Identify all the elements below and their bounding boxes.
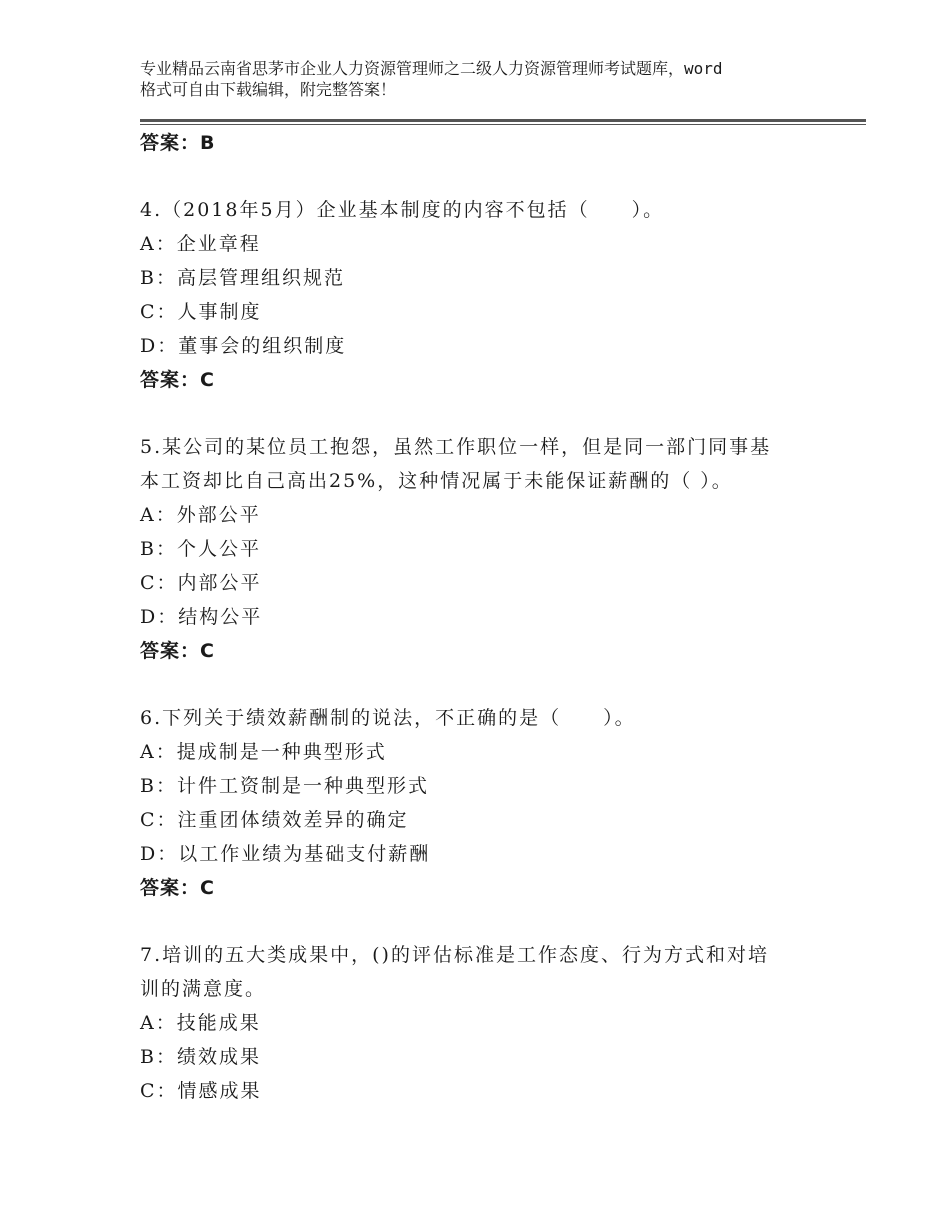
question-7-option-b: B：绩效成果	[140, 1046, 261, 1068]
question-5-answer: 答案：C	[140, 640, 215, 662]
question-4-option-b: B：高层管理组织规范	[140, 267, 345, 289]
question-6-option-b: B：计件工资制是一种典型形式	[140, 775, 429, 797]
question-6-option-d: D：以工作业绩为基础支付薪酬	[140, 843, 431, 865]
document-header	[140, 58, 840, 100]
question-5	[140, 430, 866, 498]
question-6-line-1: 6.下列关于绩效薪酬制的说法，不正确的是（ ）。	[140, 707, 636, 729]
question-4-option-a: A：企业章程	[140, 233, 261, 255]
question-7	[140, 938, 866, 1006]
question-7-line-1: 7.培训的五大类成果中，()的评估标准是工作态度、行为方式和对培	[140, 944, 769, 966]
question-5-option-c: C：内部公平	[140, 572, 262, 594]
question-4-option-d: D：董事会的组织制度	[140, 335, 347, 357]
question-5-line-1: 5.某公司的某位员工抱怨，虽然工作职位一样，但是同一部门同事基	[140, 436, 772, 458]
question-7-option-a: A：技能成果	[140, 1012, 261, 1034]
question-4-answer: 答案：C	[140, 369, 215, 391]
header-rule-thick	[140, 119, 866, 122]
question-list	[140, 124, 866, 1108]
question-6-option-a: A：提成制是一种典型形式	[140, 741, 387, 763]
header-line-2: 格式可自由下载编辑，附完整答案！	[140, 80, 397, 99]
header-line-1: 专业精品云南省思茅市企业人力资源管理师之二级人力资源管理师考试题库，word	[140, 59, 723, 78]
question-5-line-2: 本工资却比自己高出25%，这种情况属于未能保证薪酬的（ ）。	[140, 470, 733, 492]
question-5-option-a: A：外部公平	[140, 504, 261, 526]
question-6	[140, 701, 866, 735]
question-4-line-1: 4.（2018年5月）企业基本制度的内容不包括（ ）。	[140, 199, 665, 221]
previous-answer: 答案：B	[140, 132, 216, 154]
question-5-option-d: D：结构公平	[140, 606, 263, 628]
question-4-option-c: C：人事制度	[140, 301, 262, 323]
question-5-option-b: B：个人公平	[140, 538, 261, 560]
question-7-line-2: 训的满意度。	[140, 978, 267, 1000]
question-4	[140, 193, 866, 227]
question-6-option-c: C：注重团体绩效差异的确定	[140, 809, 409, 831]
question-7-option-c: C：情感成果	[140, 1080, 262, 1102]
question-6-answer: 答案：C	[140, 877, 215, 899]
